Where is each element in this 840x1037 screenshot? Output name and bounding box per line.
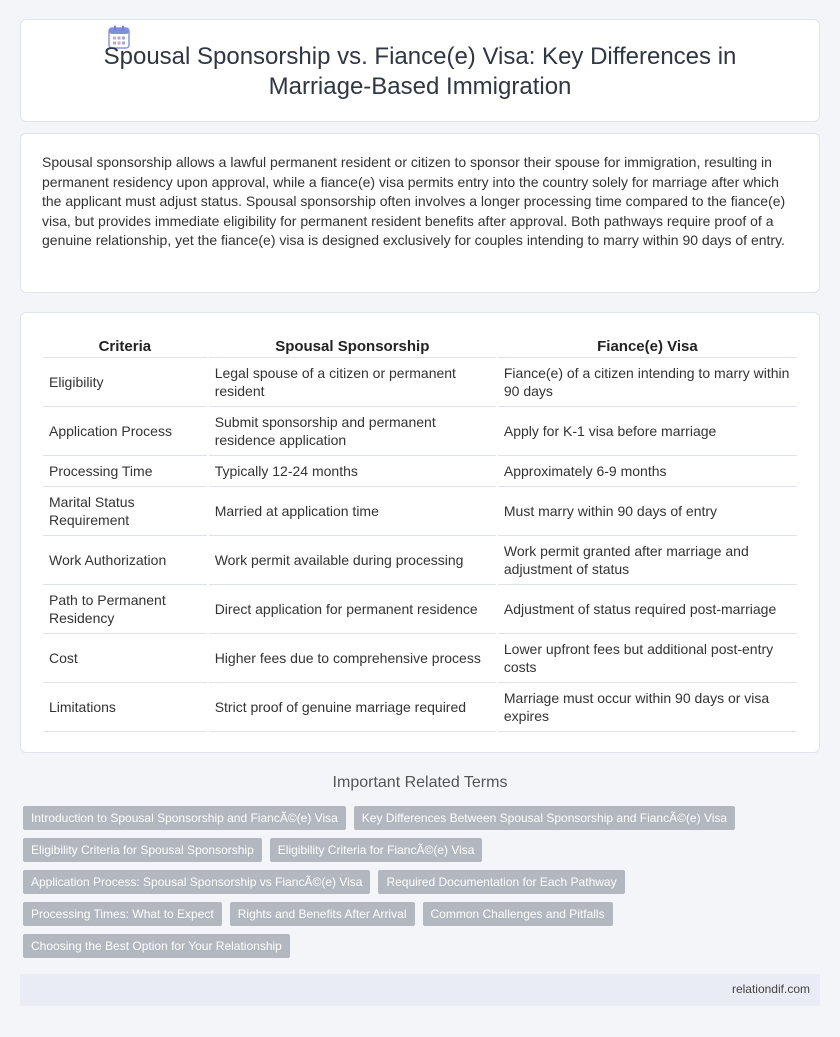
table-row <box>43 634 797 683</box>
related-term-tag[interactable]: Choosing the Best Option for Your Relationship <box>23 934 290 958</box>
row-spousal-cell: Work permit available during processing <box>209 536 496 585</box>
footer-site-link[interactable]: relationdif.com <box>731 982 810 996</box>
row-criteria-cell: Processing Time <box>43 456 207 487</box>
header-criteria: Criteria <box>43 334 207 358</box>
header-spousal-sponsorship: Spousal Sponsorship <box>209 334 496 358</box>
related-term-tag[interactable]: Key Differences Between Spousal Sponsorship and FiancÃ©(e) Visa <box>354 806 735 830</box>
related-term-tag[interactable]: Eligibility Criteria for FiancÃ©(e) Visa <box>270 838 483 862</box>
row-fiance-cell: Work permit granted after marriage and adjustment of status <box>498 536 797 585</box>
row-spousal-cell: Typically 12-24 months <box>209 456 496 487</box>
table-row <box>43 407 797 456</box>
row-fiance-cell: Adjustment of status required post-marriage <box>498 585 797 634</box>
row-fiance-cell: Fiance(e) of a citizen intending to marry within 90 days <box>498 358 797 407</box>
row-criteria-cell: Eligibility <box>43 358 207 407</box>
table-header-row <box>43 334 797 358</box>
footer <box>20 974 820 1006</box>
row-spousal-cell: Legal spouse of a citizen or permanent resident <box>209 358 496 407</box>
table-row <box>43 456 797 487</box>
row-criteria-cell: Path to Permanent Residency <box>43 585 207 634</box>
row-criteria-cell: Cost <box>43 634 207 683</box>
page-title-wrap <box>21 42 819 102</box>
row-criteria-cell: Application Process <box>43 407 207 456</box>
header-fiance-visa: Fiance(e) Visa <box>498 334 797 358</box>
row-spousal-cell: Married at application time <box>209 487 496 536</box>
row-fiance-cell: Lower upfront fees but additional post-entry costs <box>498 634 797 683</box>
intro-paragraph: Spousal sponsorship allows a lawful permanent resident or citizen to sponsor their spouse for immigration, resulting in permanent residency upon approval, while a fiance(e) visa permits entry into the country solely for marriage after which the applicant must adjust status. Spousal sponsorship often involves a longer processing time compared to the fiance(e) visa, but provides immediate eligibility for permanent resident benefits after approval. Both pathways require proof of a genuine relationship, yet the fiance(e) visa is designed exclusively for couples intending to marry within 90 days of entry. <box>42 154 786 249</box>
table-row <box>43 358 797 407</box>
row-fiance-cell: Approximately 6-9 months <box>498 456 797 487</box>
related-term-tag[interactable]: Rights and Benefits After Arrival <box>230 902 415 926</box>
comparison-table <box>41 334 799 732</box>
row-criteria-cell: Marital Status Requirement <box>43 487 207 536</box>
intro-card <box>20 133 820 293</box>
row-fiance-cell: Marriage must occur within 90 days or visa expires <box>498 683 797 732</box>
table-row <box>43 683 797 732</box>
row-spousal-cell: Strict proof of genuine marriage required <box>209 683 496 732</box>
related-term-tag[interactable]: Introduction to Spousal Sponsorship and FiancÃ©(e) Visa <box>23 806 346 830</box>
table-row <box>43 487 797 536</box>
page-title-line-1: Spousal Sponsorship vs. Fiance(e) Visa: Key Differences in <box>103 43 737 70</box>
related-term-tag[interactable]: Required Documentation for Each Pathway <box>378 870 624 894</box>
table-row <box>43 585 797 634</box>
related-term-tag[interactable]: Eligibility Criteria for Spousal Sponsorship <box>23 838 262 862</box>
row-spousal-cell: Direct application for permanent residence <box>209 585 496 634</box>
related-terms-heading: Important Related Terms <box>332 774 508 791</box>
row-fiance-cell: Must marry within 90 days of entry <box>498 487 797 536</box>
related-terms-list <box>23 806 783 966</box>
row-criteria-cell: Limitations <box>43 683 207 732</box>
comparison-card <box>20 312 820 753</box>
related-term-tag[interactable]: Common Challenges and Pitfalls <box>423 902 613 926</box>
table-row <box>43 536 797 585</box>
row-criteria-cell: Work Authorization <box>43 536 207 585</box>
row-fiance-cell: Apply for K-1 visa before marriage <box>498 407 797 456</box>
page-title <box>21 42 819 102</box>
related-term-tag[interactable]: Processing Times: What to Expect <box>23 902 222 926</box>
related-term-tag[interactable]: Application Process: Spousal Sponsorship vs FiancÃ©(e) Visa <box>23 870 370 894</box>
page-title-line-2: Marriage-Based Immigration <box>268 73 572 100</box>
row-spousal-cell: Higher fees due to comprehensive process <box>209 634 496 683</box>
row-spousal-cell: Submit sponsorship and permanent residence application <box>209 407 496 456</box>
header-card <box>20 19 820 122</box>
